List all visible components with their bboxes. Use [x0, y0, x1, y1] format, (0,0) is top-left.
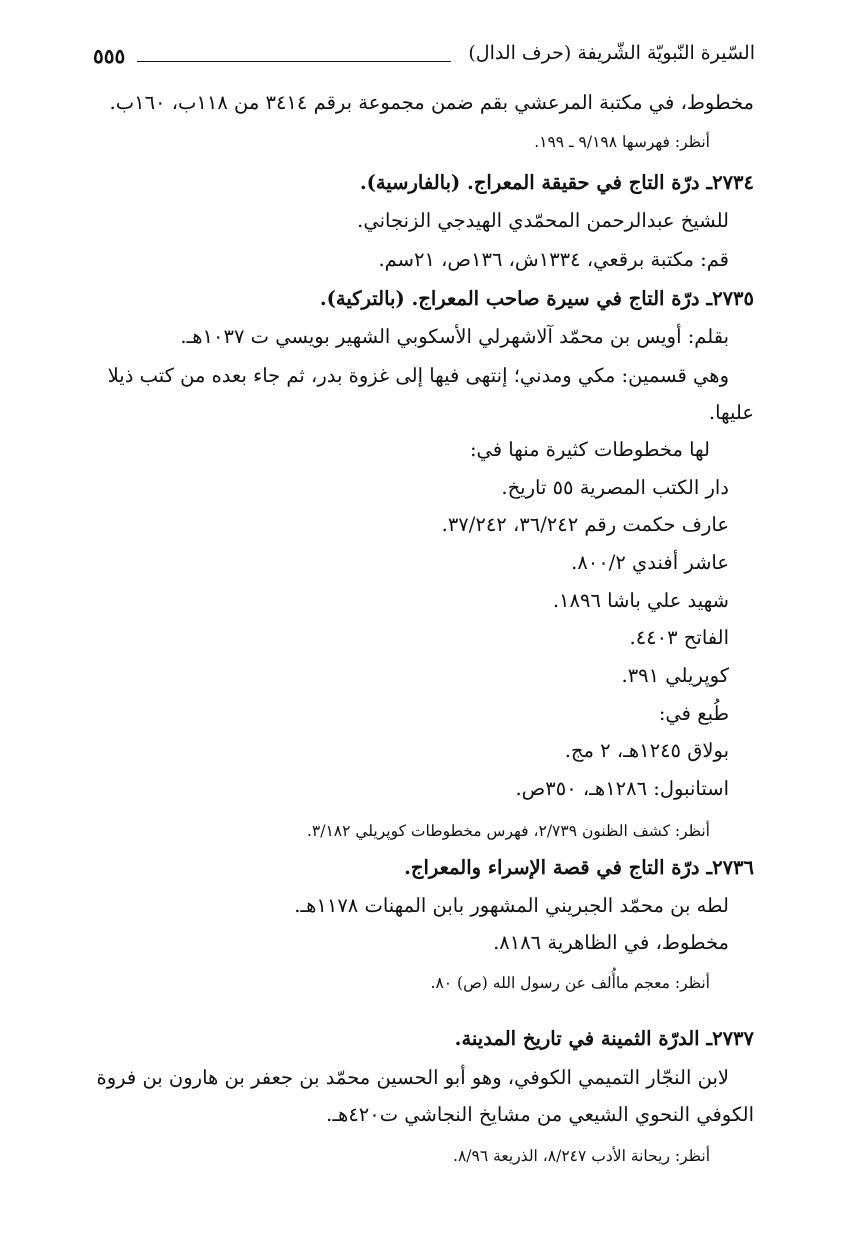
page-number: ٥٥٥: [93, 44, 126, 68]
printed-in-label: طُبع في:: [658, 702, 729, 725]
entry-2735-author: بقلم: أويس بن محمّد آلاشهرلي الأسكوبي الشهير بويسي ت ١٠٣٧هـ.: [180, 325, 729, 348]
entry-2735-description-cont: عليها.: [708, 401, 754, 424]
manuscript-location: عاشر أفندي ٨٠٠/٢.: [571, 551, 729, 574]
entry-2735-manuscripts-intro: لها مخطوطات كثيرة منها في:: [469, 438, 710, 461]
entry-2734-heading: ٢٧٣٤ـ درّة التاج في حقيقة المعراج. (بالفارسية).: [359, 171, 754, 194]
entry-2735-reference: أنظر: كشف الظنون ٢/٧٣٩، فهرس مخطوطات كوپريلي ٣/١٨٢.: [306, 822, 710, 840]
entry-2737-heading: ٢٧٣٧ـ الدرّة الثمينة في تاريخ المدينة.: [454, 1027, 754, 1050]
manuscript-location: كوپريلي ٣٩١.: [621, 664, 729, 687]
entry-2736-author: لطه بن محمّد الجبريني المشهور بابن المهنات ١١٧٨هـ.: [294, 894, 729, 917]
entry-2737-reference: أنظر: ريحانة الأدب ٨/٢٤٧، الذريعة ٨/٩٦.: [453, 1147, 710, 1165]
printing-location: بولاق ١٢٤٥هـ، ٢ مج.: [564, 739, 729, 762]
entry-2736-heading: ٢٧٣٦ـ درّة التاج في قصة الإسراء والمعراج.: [404, 856, 754, 879]
entry-2737-author-cont: الكوفي النحوي الشيعي من مشايخ النجاشي ت٤٢٠هـ.: [326, 1103, 754, 1126]
entry-2734-author: للشيخ عبدالرحمن المحمّدي الهيدجي الزنجاني.: [357, 209, 729, 232]
entry-2733-manuscript: مخطوط، في مكتبة المرعشي بقم ضمن مجموعة برقم ٣٤١٤ من ١١٨ب، ١٦٠ب.: [109, 91, 754, 114]
entry-2735-heading: ٢٧٣٥ـ درّة التاج في سيرة صاحب المعراج. (بالتركية).: [319, 287, 754, 310]
printing-location: استانبول: ١٢٨٦هـ، ٣٥٠ص.: [515, 777, 729, 800]
manuscript-location: دار الكتب المصرية ٥٥ تاريخ.: [501, 476, 729, 499]
header-rule: [137, 61, 451, 62]
entry-2736-manuscript: مخطوط، في الظاهرية ٨١٨٦.: [493, 931, 729, 954]
entry-2735-description: وهي قسمين: مكي ومدني؛ إنتهى فيها إلى غزوة بدر، ثم جاء بعده من كتب ذيلا: [107, 364, 729, 387]
entry-2737-author: لابن النجّار التميمي الكوفي، وهو أبو الحسين محمّد بن جعفر بن هارون بن فروة: [96, 1066, 729, 1089]
manuscript-location: الفاتح ٤٤٠٣.: [629, 626, 729, 649]
entry-2734-publication: قم: مكتبة برقعي، ١٣٣٤ش، ١٣٦ص، ٢١سم.: [378, 248, 729, 271]
entry-2736-reference: أنظر: معجم ماأُلف عن رسول الله (ص) ٨٠.: [430, 974, 710, 992]
entry-2733-reference: أنظر: فهرسها ٩/١٩٨ ـ ١٩٩.: [534, 133, 710, 151]
manuscript-location: شهيد علي باشا ١٨٩٦.: [552, 589, 729, 612]
running-header-title: السّيرة النّبويّة الشّريفة (حرف الدال): [468, 42, 755, 64]
manuscript-location: عارف حكمت رقم ٣٦/٢٤٢، ٣٧/٢٤٢.: [441, 513, 729, 536]
